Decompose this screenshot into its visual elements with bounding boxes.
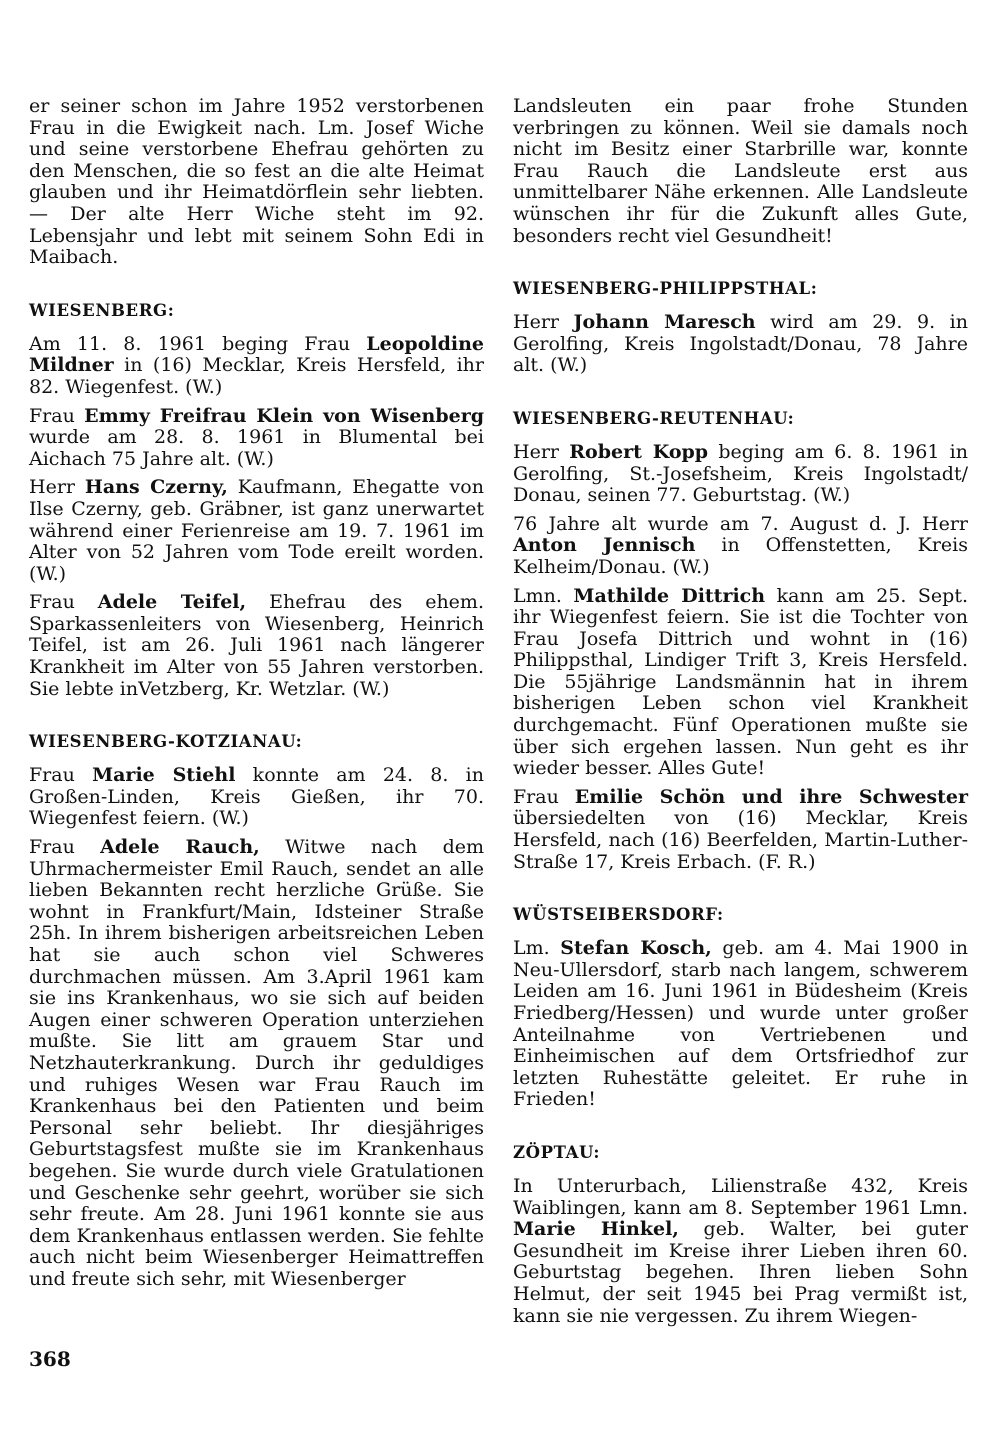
section-heading: WIESENBERG-KOTZIANAU: (29, 732, 303, 752)
paragraph: Lmn. Mathilde Dittrich kann am 25. Sept. ihr Wiegenfest feiern. Sie ist die Tochter von Frau Josefa Dittrich und wohnt in (16) Philippsthal, Lindiger Trift 3, Kreis Hersfeld. Die 55jährige Landsmännin hat in ihrem bisherigen Leben schon viel Krankheit durchgemacht. Fünf Operationen mußte sie über sich ergehen lassen. Nun geht es ihr wieder besser. Alles Gute! (513, 584, 969, 780)
section-heading: ZÖPTAU: (513, 1142, 601, 1162)
paragraph: Am 11. 8. 1961 beging Frau Leopoldine Mildner in (16) Mecklar, Kreis Hersfeld, ihr 82. Wiegenfest. (W.) (29, 332, 484, 398)
section-heading: WIESENBERG-PHILIPPSTHAL: (513, 279, 818, 299)
paragraph: er seiner schon im Jahre 1952 verstorbenen Frau in die Ewigkeit nach. Lm. Josef Wiche und seine verstorbene Ehefrau gehörten zu den Menschen, die so fest an die alte Heimat glauben und ihr Heimatdörflein sehr liebten. — Der alte Herr Wiche steht im 92. Lebensjahr und lebt mit seinem Sohn Edi in Maibach. (29, 95, 484, 269)
paragraph: 76 Jahre alt wurde am 7. August d. J. Herr Anton Jennisch in Offenstetten, Kreis Kelheim/Donau. (W.) (513, 512, 968, 578)
paragraph: Frau Adele Rauch, Witwe nach dem Uhrmachermeister Emil Rauch, sendet an alle lieben Bekannten recht herzliche Grüße. Sie wohnt in Frankfurt/Main, Idsteiner Straße 25h. In ihrem bisherigen arbeitsreichen Leben hat sie auch schon viel Schweres durchmachen müssen. Am 3.April 1961 kam sie ins Krankenhaus, wo sie sich auf beiden Augen einer schweren Operation unterziehen mußte. Sie litt am grauem Star und Netzhauterkrankung. Durch ihr geduldiges und ruhiges Wesen war Frau Rauch im Krankenhaus bei den Patienten und beim Personal sehr beliebt. Ihr diesjähriges Geburtstagsfest mußte sie im Krankenhaus begehen. Sie wurde durch viele Gratulationen und Geschenke sehr geehrt, worüber sie sich sehr freute. Am 28. Juni 1961 konnte sie aus dem Krankenhaus entlassen werden. Sie fehlte auch nicht beim Wiesenberger Heimattreffen und freute sich sehr, mit Wiesenberger (29, 836, 484, 1290)
section-heading: WIESENBERG-REUTENHAU: (513, 408, 795, 428)
section-heading: WIESENBERG: (29, 300, 175, 320)
paragraph: Herr Hans Czerny, Kaufmann, Ehegatte von Ilse Czerny, geb. Gräbner, ist ganz unerwartet während einer Ferienreise am 19. 7. 1961 im Alter von 52 Jahren vom Tode ereilt worden. (W.) (29, 476, 484, 585)
page-number: 368 (29, 1347, 71, 1371)
paragraph: Frau Emilie Schön und ihre Schwester übersiedelten von (16) Mecklar, Kreis Hersfeld, nach (16) Beerfelden, Martin-Luther-Straße 17, Kreis Erbach. (F. R.) (513, 785, 969, 873)
paragraph: In Unterurbach, Lilienstraße 432, Kreis Waiblingen, kann am 8. September 1961 Lmn. Marie Hinkel, geb. Walter, bei guter Gesundheit im Kreise ihrer Lieben ihren 60. Geburtstag begehen. Ihren lieben Sohn Helmut, der seit 1945 bei Prag vermißt ist, kann sie nie vergessen. Zu ihrem Wiegen- (513, 1174, 969, 1327)
paragraph: Herr Johann Maresch wird am 29. 9. in Gerolfing, Kreis Ingolstadt/Donau, 78 Jahre alt. (W.) (513, 311, 968, 377)
section-heading: WÜSTSEIBERSDORF: (513, 905, 724, 925)
right-column (513, 96, 968, 1334)
paragraph: Lm. Stefan Kosch, geb. am 4. Mai 1900 in Neu-Ullersdorf, starb nach langem, schwerem Leiden am 16. Juni 1961 in Büdesheim (Kreis Friedberg/Hessen) und wurde unter großer Anteilnahme von Vertriebenen und Einheimischen auf dem Ortsfriedhof zur letzten Ruhestätte geleitet. Er ruhe in Frieden! (513, 937, 968, 1111)
paragraph: Frau Emmy Freifrau Klein von Wisenberg wurde am 28. 8. 1961 in Blumental bei Aichach 75 Jahre alt. (W.) (29, 404, 485, 470)
paragraph: Landsleuten ein paar frohe Stunden verbringen zu können. Weil sie damals noch nicht im Besitz einer Starbrille war, konnte Frau Rauch die Landsleute erst aus unmittelbarer Nähe erkennen. Alle Landsleute wünschen ihr für die Zukunft alles Gute, besonders recht viel Gesundheit! (513, 95, 968, 247)
paragraph: Herr Robert Kopp beging am 6. 8. 1961 in Gerolfing, St.-Josefsheim, Kreis Ingolstadt/ Donau, seinen 77. Geburtstag. (W.) (513, 440, 968, 507)
paragraph: Frau Adele Teifel, Ehefrau des ehem. Sparkassenleiters von Wiesenberg, Heinrich Teifel, ist am 26. Juli 1961 nach längerer Krankheit im Alter von 55 Jahren verstorben. Sie lebte inVetzberg, Kr. Wetzlar. (W.) (29, 591, 484, 700)
left-column (29, 96, 484, 1298)
paragraph: Frau Marie Stiehl konnte am 24. 8. in Großen-Linden, Kreis Gießen, ihr 70. Wiegenfest feiern. (W.) (29, 764, 484, 830)
